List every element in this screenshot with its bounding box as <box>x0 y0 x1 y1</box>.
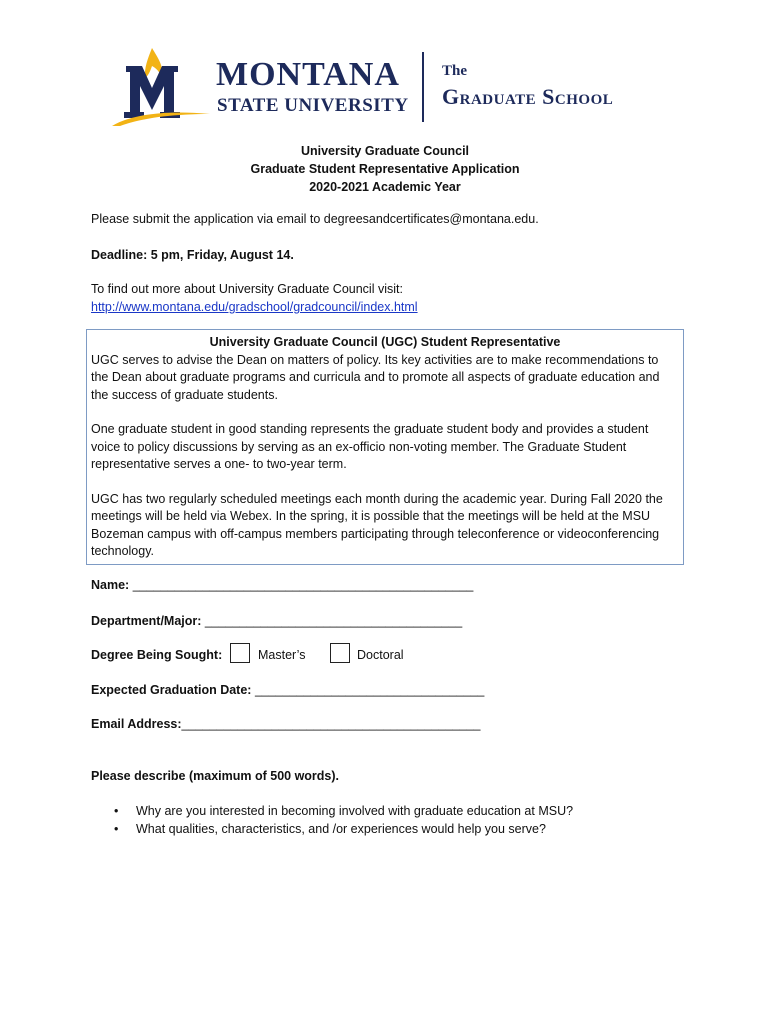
logo-divider <box>422 52 424 122</box>
ugc-paragraph-representative: One graduate student in good standing represents the graduate student body and provides a student voice to policy discussions by serving as an ex-officio non-voting member. The Graduate Student representative serves a one- to two-year term. <box>91 422 649 471</box>
degree-label: Degree Being Sought: <box>91 648 223 662</box>
title-line-application: Graduate Student Representative Application <box>250 162 520 176</box>
ugc-paragraph-meetings: UGC has two regularly scheduled meetings each month during the academic year. During Fall 2020 the meetings will be held via Webex. In the spring, it is possible that the meetings will be held at the MSU Bozeman campus with off-campus members participating through teleconference or videoconferencing technology. <box>91 491 663 558</box>
ugc-paragraph-role: UGC serves to advise the Dean on matters of policy. Its key activities are to make recommendations to the Dean about graduate programs and curricula and to promote all aspects of graduate education and the success of graduate students. <box>91 352 660 402</box>
graduation-label: Expected Graduation Date: <box>91 683 252 697</box>
department-line[interactable]: _____________________________________ <box>204 614 463 628</box>
masters-label: Master’s <box>258 648 306 662</box>
find-out-more: To find out more about University Graduate Council visit: <box>91 282 403 296</box>
logo-montana-text: MONTANA <box>216 56 400 93</box>
msu-m-mark-icon <box>112 44 212 128</box>
name-field[interactable] <box>91 576 473 594</box>
name-label: Name: <box>91 578 130 592</box>
email-label: Email Address: <box>91 717 182 731</box>
graduation-date-field[interactable] <box>91 681 484 699</box>
ugc-box-title: University Graduate Council (UGC) Student Representative <box>209 335 561 349</box>
msu-graduate-school-logo <box>112 44 672 128</box>
logo-graduate-school-text: Graduate School <box>442 84 614 109</box>
name-line[interactable]: _________________________________________________ <box>132 578 474 592</box>
masters-checkbox[interactable] <box>230 643 250 663</box>
logo-state-university-text: STATE UNIVERSITY <box>217 95 409 116</box>
graduation-line[interactable]: _________________________________ <box>254 683 485 697</box>
logo-the-text: The <box>442 63 468 79</box>
ugc-info-box <box>86 329 684 565</box>
submit-instructions: Please submit the application via email to degreesandcertificates@montana.edu. <box>91 212 539 226</box>
list-item: • Why are you interested in becoming involved with graduate education at MSU? <box>110 802 573 820</box>
department-label: Department/Major: <box>91 614 202 628</box>
list-item: • What qualities, characteristics, and /or experiences would help you serve? <box>110 820 573 838</box>
doctoral-label: Doctoral <box>357 648 404 662</box>
deadline: Deadline: 5 pm, Friday, August 14. <box>91 248 294 262</box>
document-title <box>0 142 770 196</box>
doctoral-checkbox[interactable] <box>330 643 350 663</box>
gradcouncil-link[interactable]: http://www.montana.edu/gradschool/gradcouncil/index.html <box>91 300 418 314</box>
describe-bullets <box>110 802 573 838</box>
department-field[interactable] <box>91 612 462 630</box>
title-line-council: University Graduate Council <box>300 144 470 158</box>
email-field[interactable] <box>91 715 480 733</box>
describe-heading: Please describe (maximum of 500 words). <box>91 769 340 783</box>
email-line[interactable]: ___________________________________________ <box>181 717 481 731</box>
title-line-year: 2020-2021 Academic Year <box>309 180 461 194</box>
